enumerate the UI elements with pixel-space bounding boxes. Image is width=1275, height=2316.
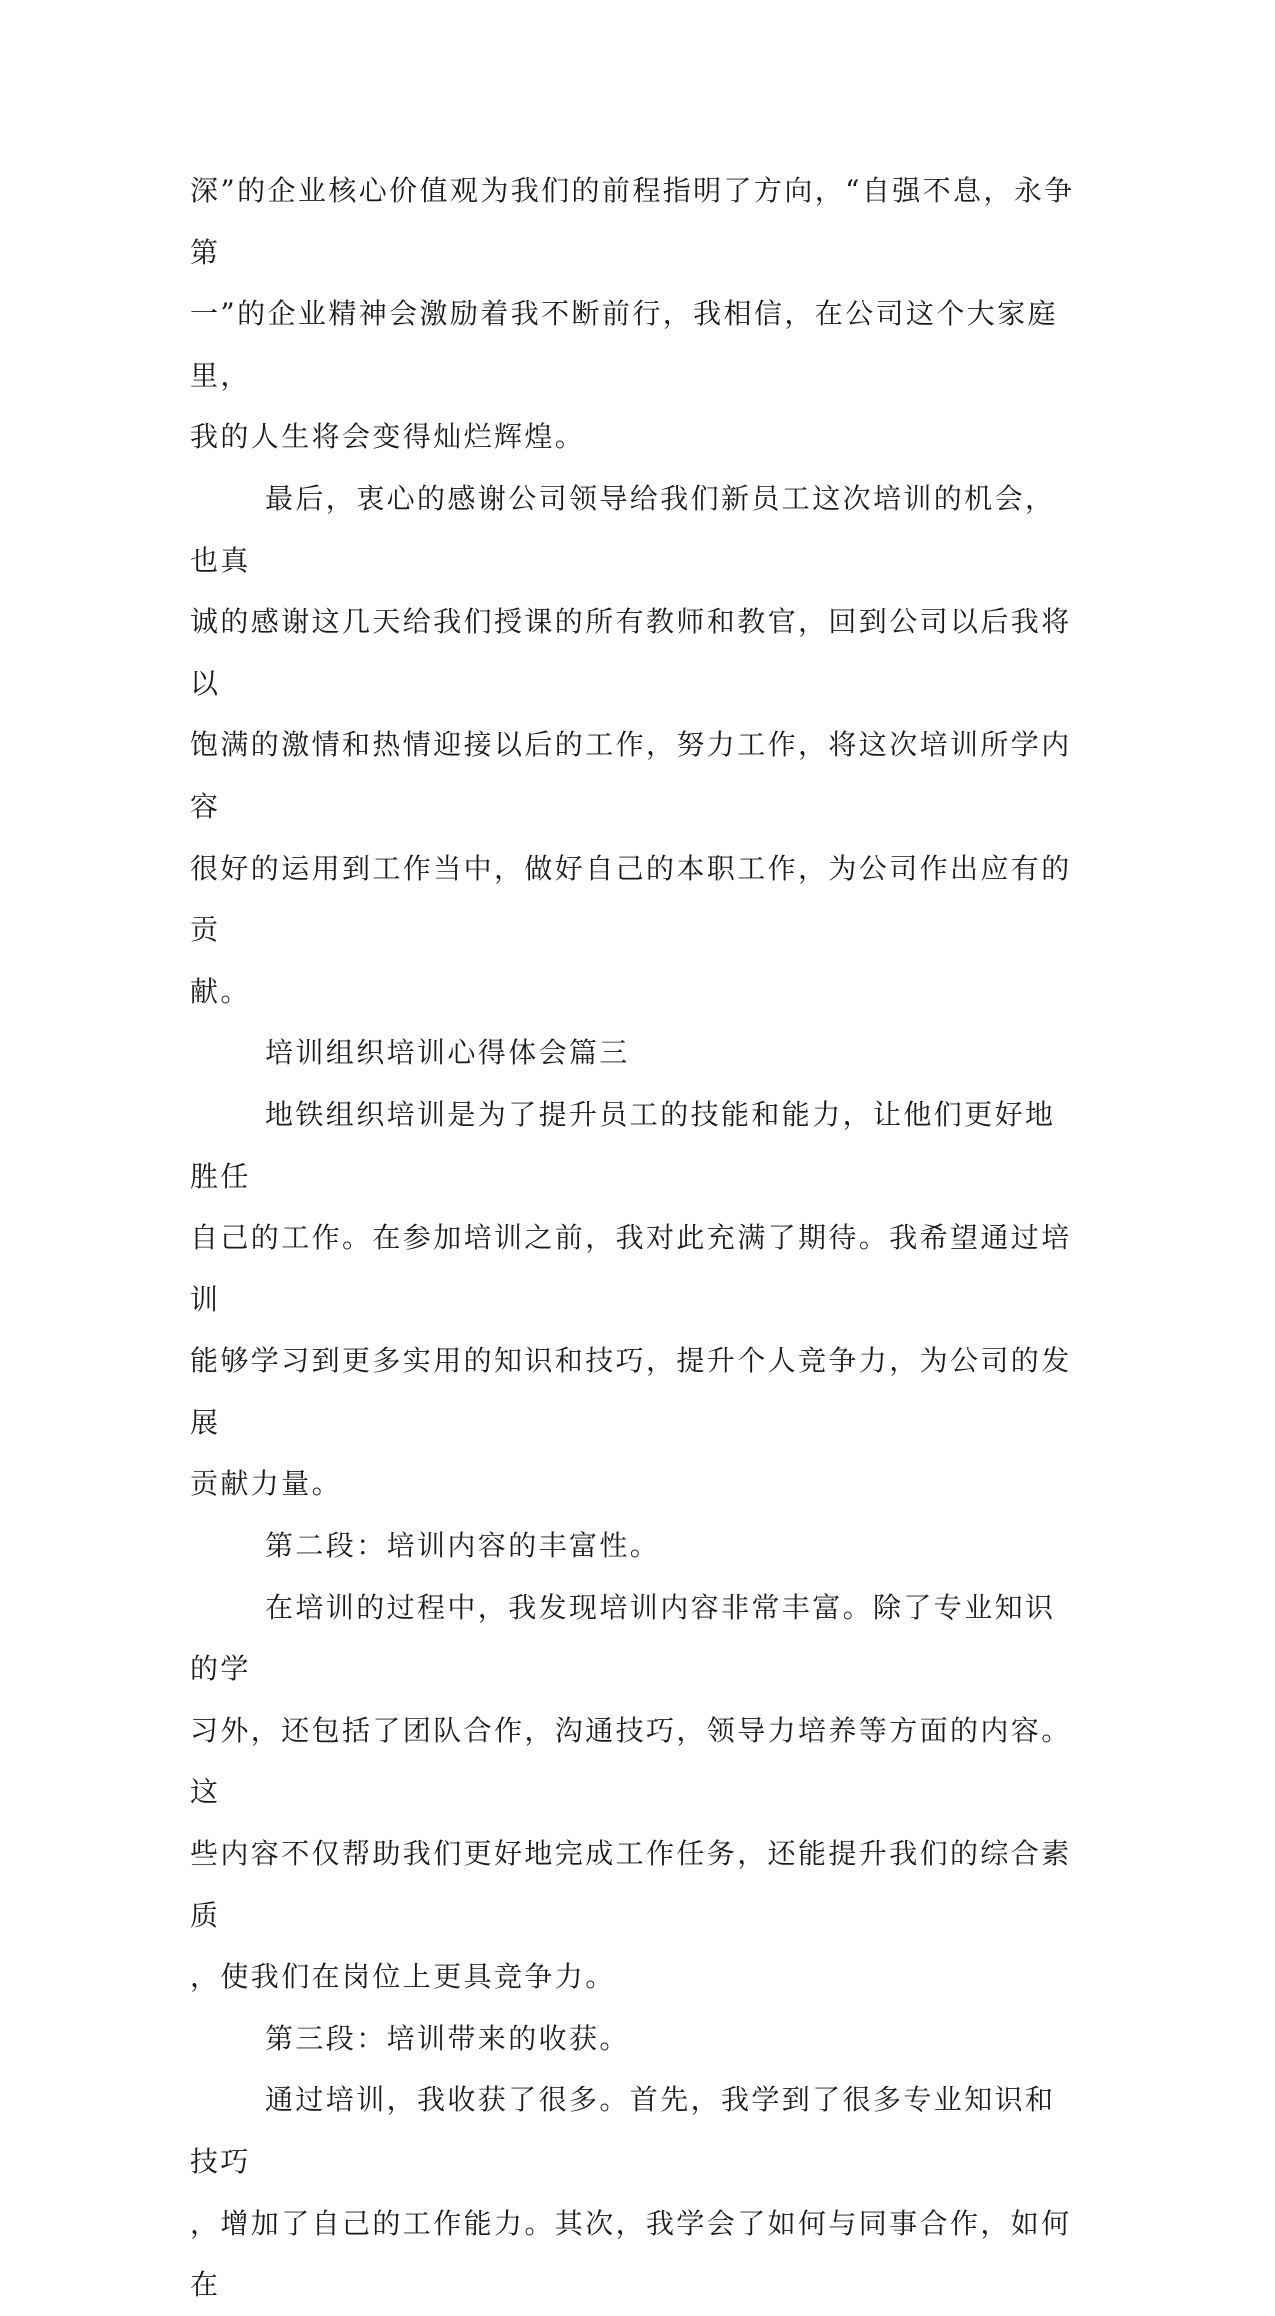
- text-line: 献。: [190, 974, 251, 1008]
- section-heading-second-part: [190, 1515, 1080, 1577]
- text-line: 能够学习到更多实用的知识和技巧，提升个人竞争力，为公司的发展: [190, 1344, 1072, 1439]
- text-line: 诚的感谢这几天给我们授课的所有教师和教官，回到公司以后我将以: [190, 605, 1072, 700]
- text-line: ，增加了自己的工作能力。其次，我学会了如何与同事合作，如何在: [190, 2206, 1072, 2302]
- text-line: 在培训的过程中，我发现培训内容非常丰富。除了专业知识的学: [190, 1590, 1056, 1686]
- text-line: 习外，还包括了团队合作，沟通技巧，领导力培养等方面的内容。这: [190, 1713, 1072, 1809]
- text-line: 我的人生将会变得灿烂辉煌。: [190, 420, 586, 454]
- section-heading-part-three: [190, 1022, 1080, 1084]
- text-line: 自己的工作。在参加培训之前，我对此充满了期待。我希望通过培训: [190, 1221, 1072, 1316]
- text-line: 饱满的激情和热情迎接以后的工作，努力工作，将这次培训所学内容: [190, 728, 1072, 823]
- text-line: 培训组织培训心得体会篇三: [265, 1036, 630, 1070]
- text-line: ，使我们在岗位上更具竞争力。: [190, 1960, 616, 1994]
- paragraph-training-gains: [190, 2069, 1080, 2315]
- text-line: 很好的运用到工作当中，做好自己的本职工作，为公司作出应有的贡: [190, 851, 1072, 947]
- paragraph-thanks: [190, 468, 1080, 1022]
- text-line: 通过培训，我收获了很多。首先，我学到了很多专业知识和技巧: [190, 2083, 1056, 2178]
- paragraph-metro-training-intro: [190, 1084, 1080, 1515]
- text-line: 深”的企业核心价值观为我们的前程指明了方向，“自强不息，永争第: [190, 174, 1075, 269]
- text-line: 最后，衷心的感谢公司领导给我们新员工这次培训的机会，也真: [190, 481, 1056, 577]
- text-line: 些内容不仅帮助我们更好地完成工作任务，还能提升我们的综合素质: [190, 1837, 1072, 1932]
- text-line: 一”的企业精神会激励着我不断前行，我相信，在公司这个大家庭里，: [190, 297, 1058, 392]
- section-heading-third-part: [190, 2008, 1080, 2070]
- text-line: 第三段：培训带来的收获。: [265, 2021, 630, 2055]
- text-line: 地铁组织培训是为了提升员工的技能和能力，让他们更好地胜任: [190, 1097, 1056, 1193]
- text-line: 第二段：培训内容的丰富性。: [265, 1529, 661, 1563]
- paragraph-training-content: [190, 1577, 1080, 2008]
- document-body: [190, 160, 1080, 2316]
- paragraph-values-continued: [190, 160, 1080, 468]
- text-line: 贡献力量。: [190, 1467, 343, 1501]
